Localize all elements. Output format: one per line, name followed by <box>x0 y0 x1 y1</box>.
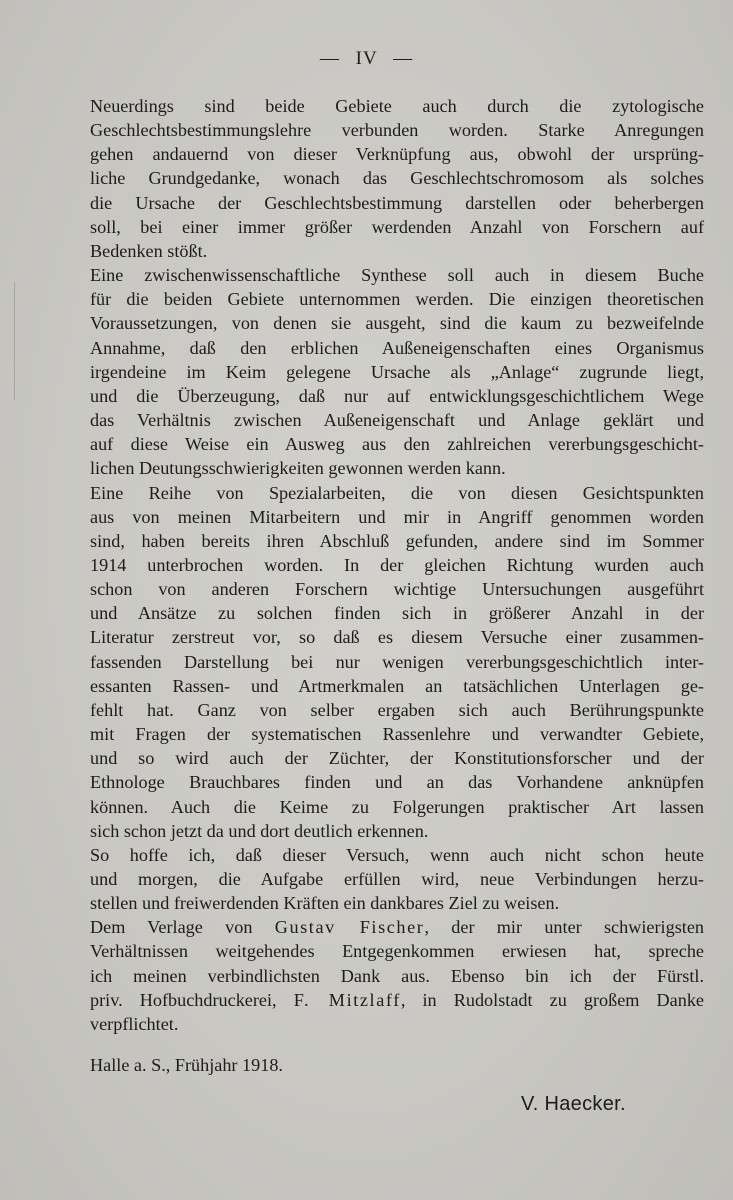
text-line: fassenden Darstellung bei nur wenigen vererbungsgeschichtlich inter- <box>90 651 704 672</box>
text-segment: ich meinen verbindlichsten Dank aus. Ebenso bin ich der Fürstl. <box>90 965 704 986</box>
text-line: auf diese Weise ein Ausweg aus den zahlreichen vererbungsgeschicht- <box>90 434 704 455</box>
text-line: und so wird auch der Züchter, der Konstitutionsforscher und der <box>90 748 704 769</box>
preface-body <box>38 94 704 1036</box>
spaced-name: F. Mitzlaff <box>293 989 401 1010</box>
paragraph <box>38 843 704 915</box>
text-line: Eine Reihe von Spezialarbeiten, die von diesen Gesichtspunkten <box>90 482 704 503</box>
paragraph <box>38 481 704 843</box>
header-dash-left: — <box>319 48 340 69</box>
text-segment: priv. Hofbuchdruckerei, <box>90 989 294 1010</box>
text-line <box>38 988 704 1012</box>
text-line: soll, bei einer immer größer werdenden Anzahl von Forschern auf <box>90 216 704 237</box>
text-line: gehen andauernd von dieser Verknüpfung aus, obwohl der ursprüng- <box>90 144 704 165</box>
text-line: Eine zwischenwissenschaftliche Synthese soll auch in diesem Buche <box>90 265 704 286</box>
text-line: das Verhältnis zwischen Außeneigenschaft und Anlage geklärt und <box>90 410 704 431</box>
text-line: essanten Rassen- und Artmerkmalen an tatsächlichen Unterlagen ge- <box>90 675 704 696</box>
paragraph <box>38 263 704 480</box>
paragraph <box>38 915 704 1036</box>
text-line: und die Überzeugung, daß nur auf entwicklungsgeschichtlichem Wege <box>90 385 704 406</box>
text-segment: verpflichtet. <box>90 1013 179 1034</box>
text-line: Voraussetzungen, von denen sie ausgeht, sind die kaum zu bezweifelnde <box>90 313 704 334</box>
text-line: und morgen, die Aufgabe erfüllen wird, neue Verbindungen herzu- <box>90 869 704 889</box>
text-line: Ethnologe Brauchbares finden und an das Vorhandene anknüpfen <box>90 772 704 793</box>
text-line <box>38 939 704 963</box>
text-line: 1914 unterbrochen worden. In der gleichen Richtung wurden auch <box>90 554 704 575</box>
text-line: So hoffe ich, daß dieser Versuch, wenn auch nicht schon heute <box>90 844 704 865</box>
text-line: Annahme, daß den erblichen Außeneigenschaften eines Organismus <box>90 337 704 358</box>
page-number: IV <box>355 48 378 69</box>
text-line <box>38 915 704 939</box>
text-line: die Ursache der Geschlechtsbestimmung darstellen oder beherbergen <box>90 192 704 213</box>
text-line: fehlt hat. Ganz von selber ergaben sich auch Berührungspunkte <box>90 699 704 720</box>
text-line: schon von anderen Forschern wichtige Untersuchungen ausgeführt <box>90 579 704 600</box>
text-line: Neuerdings sind beide Gebiete auch durch die zytologische <box>90 96 704 116</box>
text-line <box>38 964 704 988</box>
text-line: Bedenken stößt. <box>90 240 208 261</box>
text-segment: , der mir unter schwierigsten <box>424 917 704 938</box>
text-segment: Dem Verlage von <box>90 917 275 938</box>
text-line: irgendeine im Keim gelegene Ursache als „Anlage“ zugrunde liegt, <box>90 361 704 382</box>
text-line: können. Auch die Keime zu Folgerungen praktischer Art lassen <box>90 796 704 817</box>
text-line: aus von meinen Mitarbeitern und mir in Angriff genommen worden <box>90 506 704 527</box>
text-line <box>38 1012 704 1036</box>
page-header <box>0 48 733 70</box>
text-line: sind, haben bereits ihren Abschluß gefunden, andere sind im Sommer <box>90 530 704 551</box>
text-segment: , in Rudolstadt zu großem Danke <box>400 989 704 1010</box>
text-line: Geschlechtsbestimmungslehre verbunden worden. Starke Anregungen <box>90 120 704 141</box>
author-signature: V. Haecker. <box>521 1093 626 1115</box>
text-segment: Verhältnissen weitgehendes Entgegenkommen erwiesen hat, spreche <box>90 941 704 962</box>
text-line: liche Grundgedanke, wonach das Geschlechtschromosom als solches <box>90 168 704 189</box>
margin-pencil-mark <box>14 282 15 400</box>
text-line: lichen Deutungsschwierigkeiten gewonnen werden kann. <box>90 458 506 479</box>
text-line: mit Fragen der systematischen Rassenlehre und verwandter Gebiete, <box>90 724 704 745</box>
header-dash-right: — <box>393 48 414 69</box>
text-line: für die beiden Gebiete unternommen werden. Die einzigen theoretischen <box>90 289 704 310</box>
text-line: Literatur zerstreut vor, so daß es diesem Versuche einer zusammen- <box>90 627 704 648</box>
text-line: und Ansätze zu solchen finden sich in größerer Anzahl in der <box>90 603 704 624</box>
spaced-name: Gustav Fischer <box>274 917 425 938</box>
text-line: stellen und freiwerdenden Kräften ein dankbares Ziel zu weisen. <box>90 893 560 914</box>
paragraph <box>38 94 704 263</box>
text-line: sich schon jetzt da und dort deutlich erkennen. <box>90 820 429 841</box>
place-date-line: Halle a. S., Frühjahr 1918. <box>90 1055 283 1075</box>
